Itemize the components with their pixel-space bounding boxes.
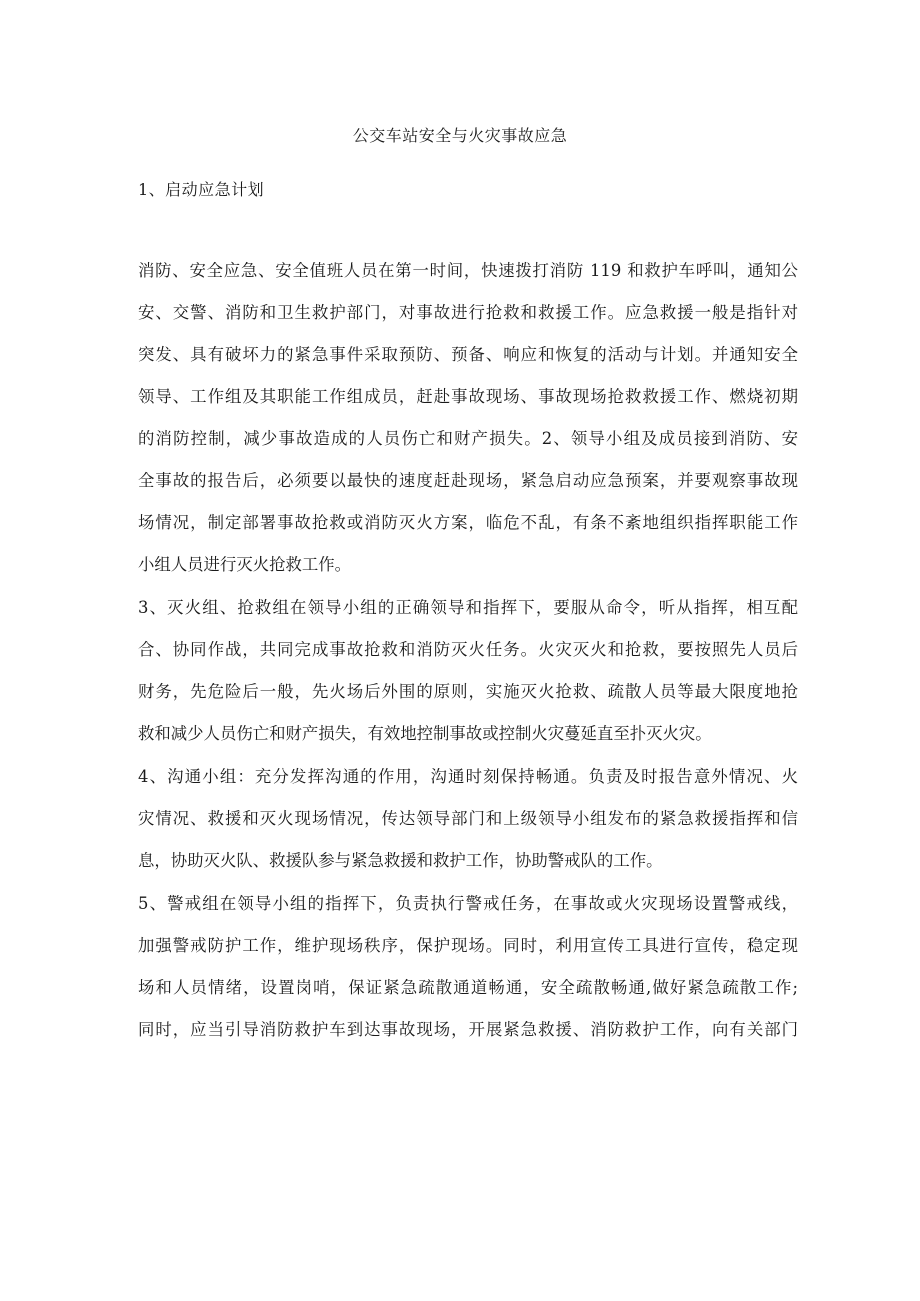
body-line: 全事故的报告后，必须要以最快的速度赶赴现场，紧急启动应急预案，并要观察事故现	[138, 471, 798, 490]
body-line: 救和减少人员伤亡和财产损失，有效地控制事故或控制火灾蔓延直至扑灭火灾。	[138, 724, 712, 743]
body-line: 消防、安全应急、安全值班人员在第一时间，快速拨打消防 119 和救护车呼叫，通知公	[138, 261, 798, 280]
section-heading: 1、启动应急计划	[138, 180, 265, 199]
body-line: 安、交警、消防和卫生救护部门，对事故进行抢救和救援工作。应急救援一般是指针对	[138, 303, 798, 322]
body-line: 合、协同作战，共同完成事故抢救和消防灭火任务。火灾灭火和抢救，要按照先人员后	[138, 640, 798, 659]
body-line: 4、沟通小组：充分发挥沟通的作用，沟通时刻保持畅通。负责及时报告意外情况、火	[138, 767, 798, 786]
body-line: 灾情况、救援和灭火现场情况，传达领导部门和上级领导小组发布的紧急救援指挥和信	[138, 809, 798, 828]
body-line: 5、警戒组在领导小组的指挥下，负责执行警戒任务，在事故或火灾现场设置警戒线，	[138, 894, 798, 913]
body-line: 的消防控制，减少事故造成的人员伤亡和财产损失。2、领导小组及成员接到消防、安	[138, 429, 798, 448]
body-line: 领导、工作组及其职能工作组成员，赶赴事故现场、事故现场抢救救援工作、燃烧初期	[138, 387, 798, 406]
body-line: 场情况，制定部署事故抢救或消防灭火方案，临危不乱，有条不紊地组织指挥职能工作	[138, 513, 798, 532]
body-line: 突发、具有破坏力的紧急事件采取预防、预备、响应和恢复的活动与计划。并通知安全	[138, 345, 798, 364]
body-line: 加强警戒防护工作，维护现场秩序，保护现场。同时，利用宣传工具进行宣传，稳定现	[138, 936, 798, 955]
body-line: 小组人员进行灭火抢救工作。	[138, 555, 352, 574]
body-line: 财务，先危险后一般，先火场后外围的原则，实施灭火抢救、疏散人员等最大限度地抢	[138, 682, 798, 701]
body-line: 同时，应当引导消防救护车到达事故现场，开展紧急救援、消防救护工作，向有关部门	[138, 1020, 798, 1039]
body-line: 3、灭火组、抢救组在领导小组的正确领导和指挥下，要服从命令，听从指挥，相互配	[138, 598, 798, 617]
body-line: 息，协助灭火队、救援队参与紧急救援和救护工作，协助警戒队的工作。	[138, 851, 663, 870]
body-line: 场和人员情绪，设置岗哨，保证紧急疏散通道畅通，安全疏散畅通,做好紧急疏散工作;	[138, 978, 798, 997]
page-title: 公交车站安全与火灾事故应急	[352, 126, 568, 145]
